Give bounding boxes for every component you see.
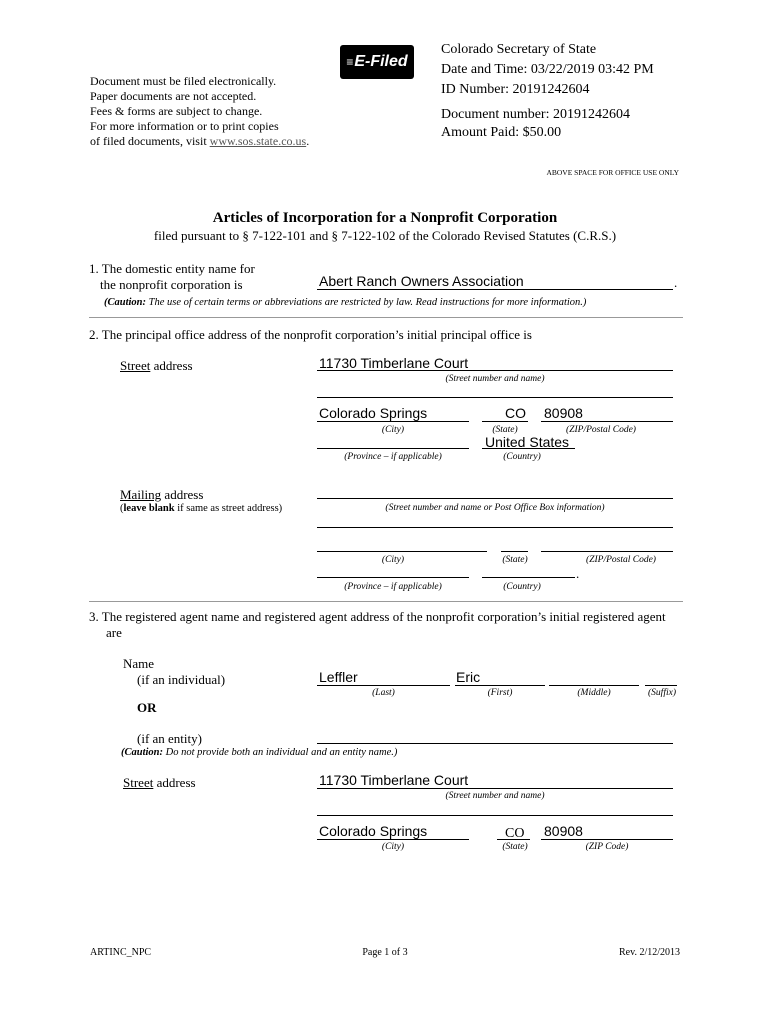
agent-street-underline (317, 788, 673, 789)
principal-country-underline (482, 448, 575, 449)
form-id: ARTINC_NPC (90, 947, 152, 958)
principal-street-input[interactable]: 11730 Timberlane Court (319, 355, 469, 371)
principal-city-underline (317, 421, 469, 422)
notice-line: Document must be filed electronically. (90, 74, 277, 88)
caption-mail-street: (Street number and name or Post Office Box information) (385, 503, 605, 513)
caption-agent-state: (State) (502, 842, 528, 852)
office-line: Amount Paid: $50.00 (441, 125, 562, 140)
filing-notice (90, 74, 309, 149)
principal-street-line2[interactable] (317, 397, 673, 398)
mailing-street-line[interactable] (317, 498, 673, 499)
agent-name-label: Name (123, 656, 155, 671)
notice-line: Paper documents are not accepted. (90, 89, 257, 103)
notice-line: For more information or to print copies (90, 119, 279, 133)
caption-last: (Last) (372, 688, 395, 698)
mailing-city-line[interactable] (317, 551, 487, 552)
caption-street: (Street number and name) (445, 374, 545, 384)
registered-agent-heading: 3. The registered agent name and registered agent address of the nonprofit corporation’s initial registered agent are (89, 609, 666, 640)
caption-mail-state: (State) (502, 555, 528, 565)
office-use-block (441, 41, 654, 141)
caption-state: (State) (492, 425, 518, 435)
principal-state-underline (482, 421, 528, 422)
office-line: Document number: 20191242604 (441, 107, 630, 122)
notice-line: Fees & forms are subject to change. (90, 104, 263, 118)
entity-name-label: 1. The domestic entity name for the nonprofit corporation is (89, 261, 255, 292)
agent-street-line2[interactable] (317, 815, 673, 816)
caption-country: (Country) (503, 452, 541, 462)
principal-state-input[interactable]: CO (505, 405, 526, 421)
principal-province-underline[interactable] (317, 448, 469, 449)
mailing-province-line[interactable] (317, 577, 469, 578)
page-number: Page 1 of 3 (362, 947, 408, 958)
caption-city: (City) (381, 425, 405, 435)
caption-middle: (Middle) (577, 688, 611, 698)
office-line: Colorado Secretary of State (441, 42, 597, 57)
e-filed-stamp: ≡ E-Filed (340, 45, 414, 79)
agent-street-input[interactable]: 11730 Timberlane Court (319, 772, 469, 788)
caption-mail-country: (Country) (503, 582, 541, 592)
agent-state-underline (497, 839, 530, 840)
entity-name-input[interactable]: Abert Ranch Owners Association (319, 273, 524, 289)
principal-office-heading: 2. The principal office address of the nonprofit corporation’s initial principal office is (89, 327, 532, 342)
agent-individual-label: (if an individual) (137, 672, 226, 687)
street-address-label: Street address (120, 358, 193, 373)
caption-zip: (ZIP/Postal Code) (566, 425, 636, 435)
sos-website-link[interactable]: www.sos.state.co.us (209, 134, 307, 148)
principal-street-underline (317, 370, 673, 371)
caption-mail-zip: (ZIP/Postal Code) (586, 555, 656, 565)
principal-city-input[interactable]: Colorado Springs (319, 405, 428, 421)
agent-zip-underline (541, 839, 673, 840)
or-label: OR (137, 700, 157, 715)
agent-zip-input[interactable]: 80908 (544, 823, 583, 839)
caption-province: (Province – if applicable) (344, 452, 442, 462)
agent-city-input[interactable]: Colorado Springs (319, 823, 428, 839)
mailing-street-line2[interactable] (317, 527, 673, 528)
entity-name-underline (317, 289, 673, 290)
section1-caution: (Caution: The use of certain terms or abbreviations are restricted by law. Read instructions for more information.) (104, 297, 587, 308)
page-subtitle: filed pursuant to § 7-122-101 and § 7-122-102 of the Colorado Revised Statutes (C.R.S.) (153, 228, 617, 243)
caption-agent-street: (Street number and name) (445, 791, 545, 801)
agent-state-input[interactable]: CO (505, 826, 525, 841)
principal-zip-input[interactable]: 80908 (544, 405, 583, 421)
entity-name-period: . (674, 275, 678, 290)
agent-city-underline (317, 839, 469, 840)
agent-entity-underline[interactable] (317, 743, 673, 744)
caption-mail-city: (City) (381, 555, 405, 565)
mailing-state-line[interactable] (501, 551, 528, 552)
principal-zip-underline (541, 421, 673, 422)
mailing-country-line[interactable] (482, 577, 575, 578)
agent-last-input[interactable]: Leffler (319, 669, 358, 685)
agent-first-underline (455, 685, 545, 686)
caption-agent-city: (City) (381, 842, 405, 852)
agent-street-label: Street address (123, 775, 196, 790)
agent-entity-label: (if an entity) (137, 731, 202, 746)
mailing-zip-line[interactable] (541, 551, 673, 552)
principal-country-input[interactable]: United States (485, 434, 570, 450)
divider (89, 317, 683, 318)
notice-line-last: of filed documents, visit www.sos.state.co.us. (90, 134, 310, 148)
agent-first-input[interactable]: Eric (456, 669, 481, 685)
leave-blank-note: (leave blank if same as street address) (120, 503, 283, 514)
mailing-address-label: Mailing address (120, 487, 204, 502)
section3-caution: (Caution: Do not provide both an individual and an entity name.) (121, 747, 398, 758)
speed-lines-icon: ≡ (346, 55, 353, 69)
page-title: Articles of Incorporation for a Nonprofit Corporation (212, 210, 558, 226)
office-line: ID Number: 20191242604 (441, 82, 590, 97)
revision-date: Rev. 2/12/2013 (618, 947, 680, 958)
office-line: Date and Time: 03/22/2019 03:42 PM (441, 62, 654, 77)
mailing-period: . (576, 566, 580, 581)
caption-agent-zip: (ZIP Code) (585, 842, 629, 852)
caption-mail-province: (Province – if applicable) (344, 582, 442, 592)
caption-first: (First) (487, 688, 513, 698)
office-use-note: ABOVE SPACE FOR OFFICE USE ONLY (546, 168, 679, 177)
agent-last-underline (317, 685, 450, 686)
agent-middle-underline[interactable] (549, 685, 639, 686)
divider (89, 601, 683, 602)
caption-suffix: (Suffix) (648, 688, 676, 698)
agent-suffix-underline[interactable] (645, 685, 677, 686)
